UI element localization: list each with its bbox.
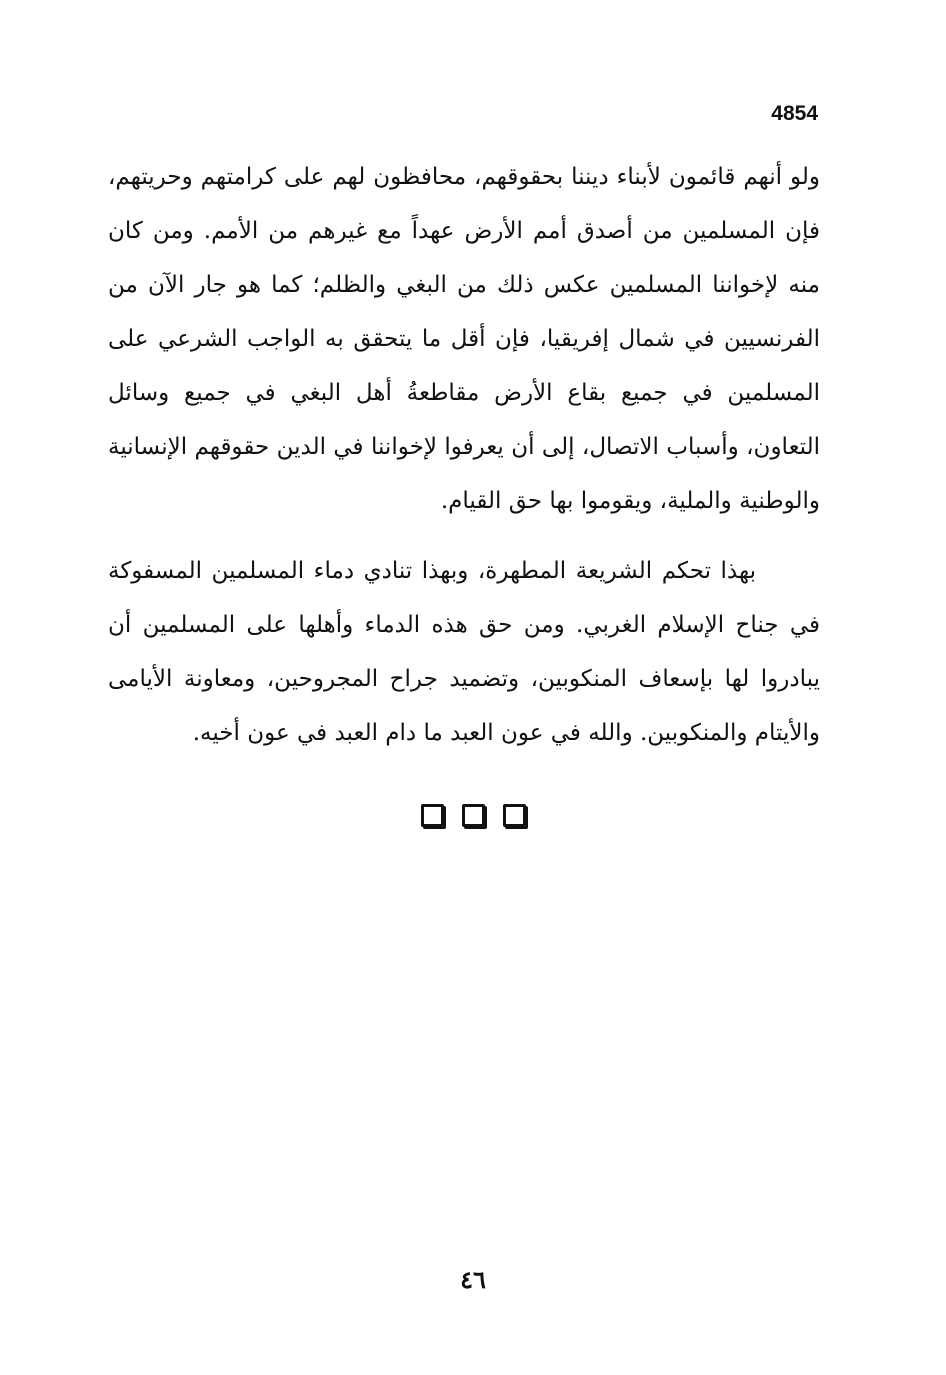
separator-box-icon: [462, 804, 485, 827]
separator-box-icon: [503, 804, 526, 827]
section-separator: [0, 804, 946, 827]
page-id: 4854: [771, 102, 818, 125]
paragraph-1: ولو أنهم قائمون لأبناء ديننا بحقوقهم، محافظون لهم على كرامتهم وحريتهم، فإن المسلمين من أصدق أمم الأرض عهداً مع غيرهم من الأمم. ومن كان منه لإخواننا المسلمين عكس ذلك من البغي والظلم؛ كما هو جار الآن من الفرنسيين في شمال إفريقيا، فإن أقل ما يتحقق به الواجب الشرعي على المسلمين في جميع بقاع الأرض مقاطعةُ أهل البغي في جميع وسائل التعاون، وأسباب الاتصال، إلى أن يعرفوا لإخواننا في الدين حقوقهم الإنسانية والوطنية والملية، ويقوموا بها حق القيام.: [108, 164, 820, 514]
separator-box-icon: [421, 804, 444, 827]
body-text: [108, 150, 820, 760]
page-number: ٤٦: [460, 1265, 486, 1294]
paragraph-2: بهذا تحكم الشريعة المطهرة، وبهذا تنادي دماء المسلمين المسفوكة في جناح الإسلام الغربي. ومن حق هذه الدماء وأهلها على المسلمين أن يبادروا لها بإسعاف المنكوبين، وتضميد جراح المجروحين، ومعاونة الأيامى والأيتام والمنكوبين. والله في عون العبد ما دام العبد في عون أخيه.: [108, 558, 820, 746]
